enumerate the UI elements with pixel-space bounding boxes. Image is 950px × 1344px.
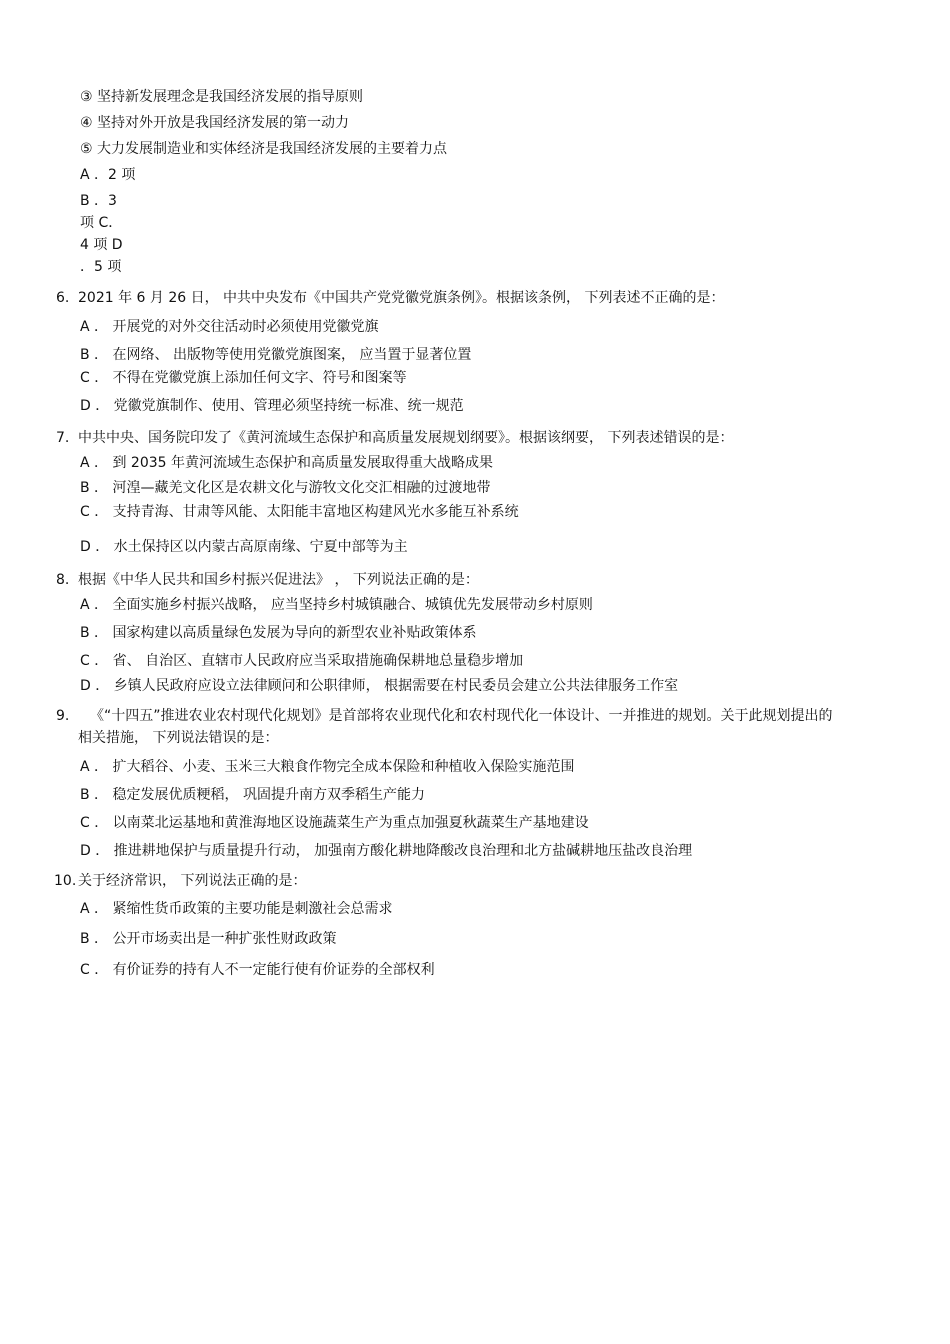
q8-option-b: B ． 国家构建以高质量绿色发展为导向的新型农业补贴政策体系 <box>80 625 477 641</box>
q9-number: 9. <box>56 708 70 724</box>
q5-option-b: B ．3 <box>80 193 117 209</box>
q6-stem: 2021 年 6 月 26 日， 中共中央发布《中国共产党党徽党旗条例》。根据该条例， 下列表述不正确的是： <box>78 290 725 306</box>
q6-number: 6. <box>56 290 70 306</box>
q7-option-b: B ． 河湟—藏羌文化区是农耕文化与游牧文化交汇相融的过渡地带 <box>80 480 491 496</box>
q9-stem-line-1: 《“十四五”推进农业农村现代化规划》是首部将农业现代化和农村现代化一体设计、一并推进的规划。关于此规划提出的 <box>90 708 833 724</box>
q6-option-a: A ． 开展党的对外交往活动时必须使用党徽党旗 <box>80 319 379 335</box>
q8-option-c: C ． 省、 自治区、直辖市人民政府应当采取措施确保耕地总量稳步增加 <box>80 653 524 669</box>
q9-option-b: B ． 稳定发展优质粳稻， 巩固提升南方双季稻生产能力 <box>80 787 425 803</box>
q6-option-b: B ． 在网络、 出版物等使用党徽党旗图案， 应当置于显著位置 <box>80 347 472 363</box>
q5-option-a: A ．2 项 <box>80 167 136 183</box>
q5-statement-4: ④ 坚持对外开放是我国经济发展的第一动力 <box>80 115 349 131</box>
q10-option-a: A ． 紧缩性货币政策的主要功能是刺激社会总需求 <box>80 901 393 917</box>
q8-number: 8. <box>56 572 70 588</box>
q6-option-d: D ． 党徽党旗制作、使用、管理必须坚持统一标准、统一规范 <box>80 398 464 414</box>
q6-option-c: C ． 不得在党徽党旗上添加任何文字、符号和图案等 <box>80 370 407 386</box>
q5-option-e: ．5 项 <box>80 259 122 275</box>
q5-statement-5: ⑤ 大力发展制造业和实体经济是我国经济发展的主要着力点 <box>80 141 447 157</box>
q10-option-b: B ． 公开市场卖出是一种扩张性财政政策 <box>80 931 337 947</box>
q9-option-d: D ． 推进耕地保护与质量提升行动， 加强南方酸化耕地降酸改良治理和北方盐碱耕地压盐改良治理 <box>80 843 693 859</box>
q7-option-d: D ． 水土保持区以内蒙古高原南缘、宁夏中部等为主 <box>80 539 408 555</box>
q5-option-d: 4 项 D <box>80 237 123 253</box>
q5-option-c: 项 C． <box>80 215 123 231</box>
q10-option-c: C ． 有价证券的持有人不一定能行使有价证券的全部权利 <box>80 962 435 978</box>
q8-option-a: A ． 全面实施乡村振兴战略， 应当坚持乡村城镇融合、城镇优先发展带动乡村原则 <box>80 597 593 613</box>
q7-number: 7. <box>56 430 70 446</box>
q9-option-c: C ． 以南菜北运基地和黄淮海地区设施蔬菜生产为重点加强夏秋蔬菜生产基地建设 <box>80 815 589 831</box>
q9-stem-line-2: 相关措施， 下列说法错误的是： <box>78 730 279 746</box>
q10-stem: 关于经济常识， 下列说法正确的是： <box>78 873 307 889</box>
q7-option-a: A ． 到 2035 年黄河流域生态保护和高质量发展取得重大战略成果 <box>80 455 494 471</box>
q10-number: 10. <box>54 873 77 889</box>
q7-stem: 中共中央、国务院印发了《黄河流域生态保护和高质量发展规划纲要》。根据该纲要， 下列表述错误的是： <box>78 430 734 446</box>
q8-stem: 根据《中华人民共和国乡村振兴促进法》 ， 下列说法正确的是： <box>78 572 479 588</box>
q7-option-c: C ． 支持青海、甘肃等风能、太阳能丰富地区构建风光水多能互补系统 <box>80 504 519 520</box>
q9-option-a: A ． 扩大稻谷、小麦、玉米三大粮食作物完全成本保险和种植收入保险实施范围 <box>80 759 575 775</box>
q5-statement-3: ③ 坚持新发展理念是我国经济发展的指导原则 <box>80 89 363 105</box>
q8-option-d: D ． 乡镇人民政府应设立法律顾问和公职律师， 根据需要在村民委员会建立公共法律服务工作室 <box>80 678 679 694</box>
